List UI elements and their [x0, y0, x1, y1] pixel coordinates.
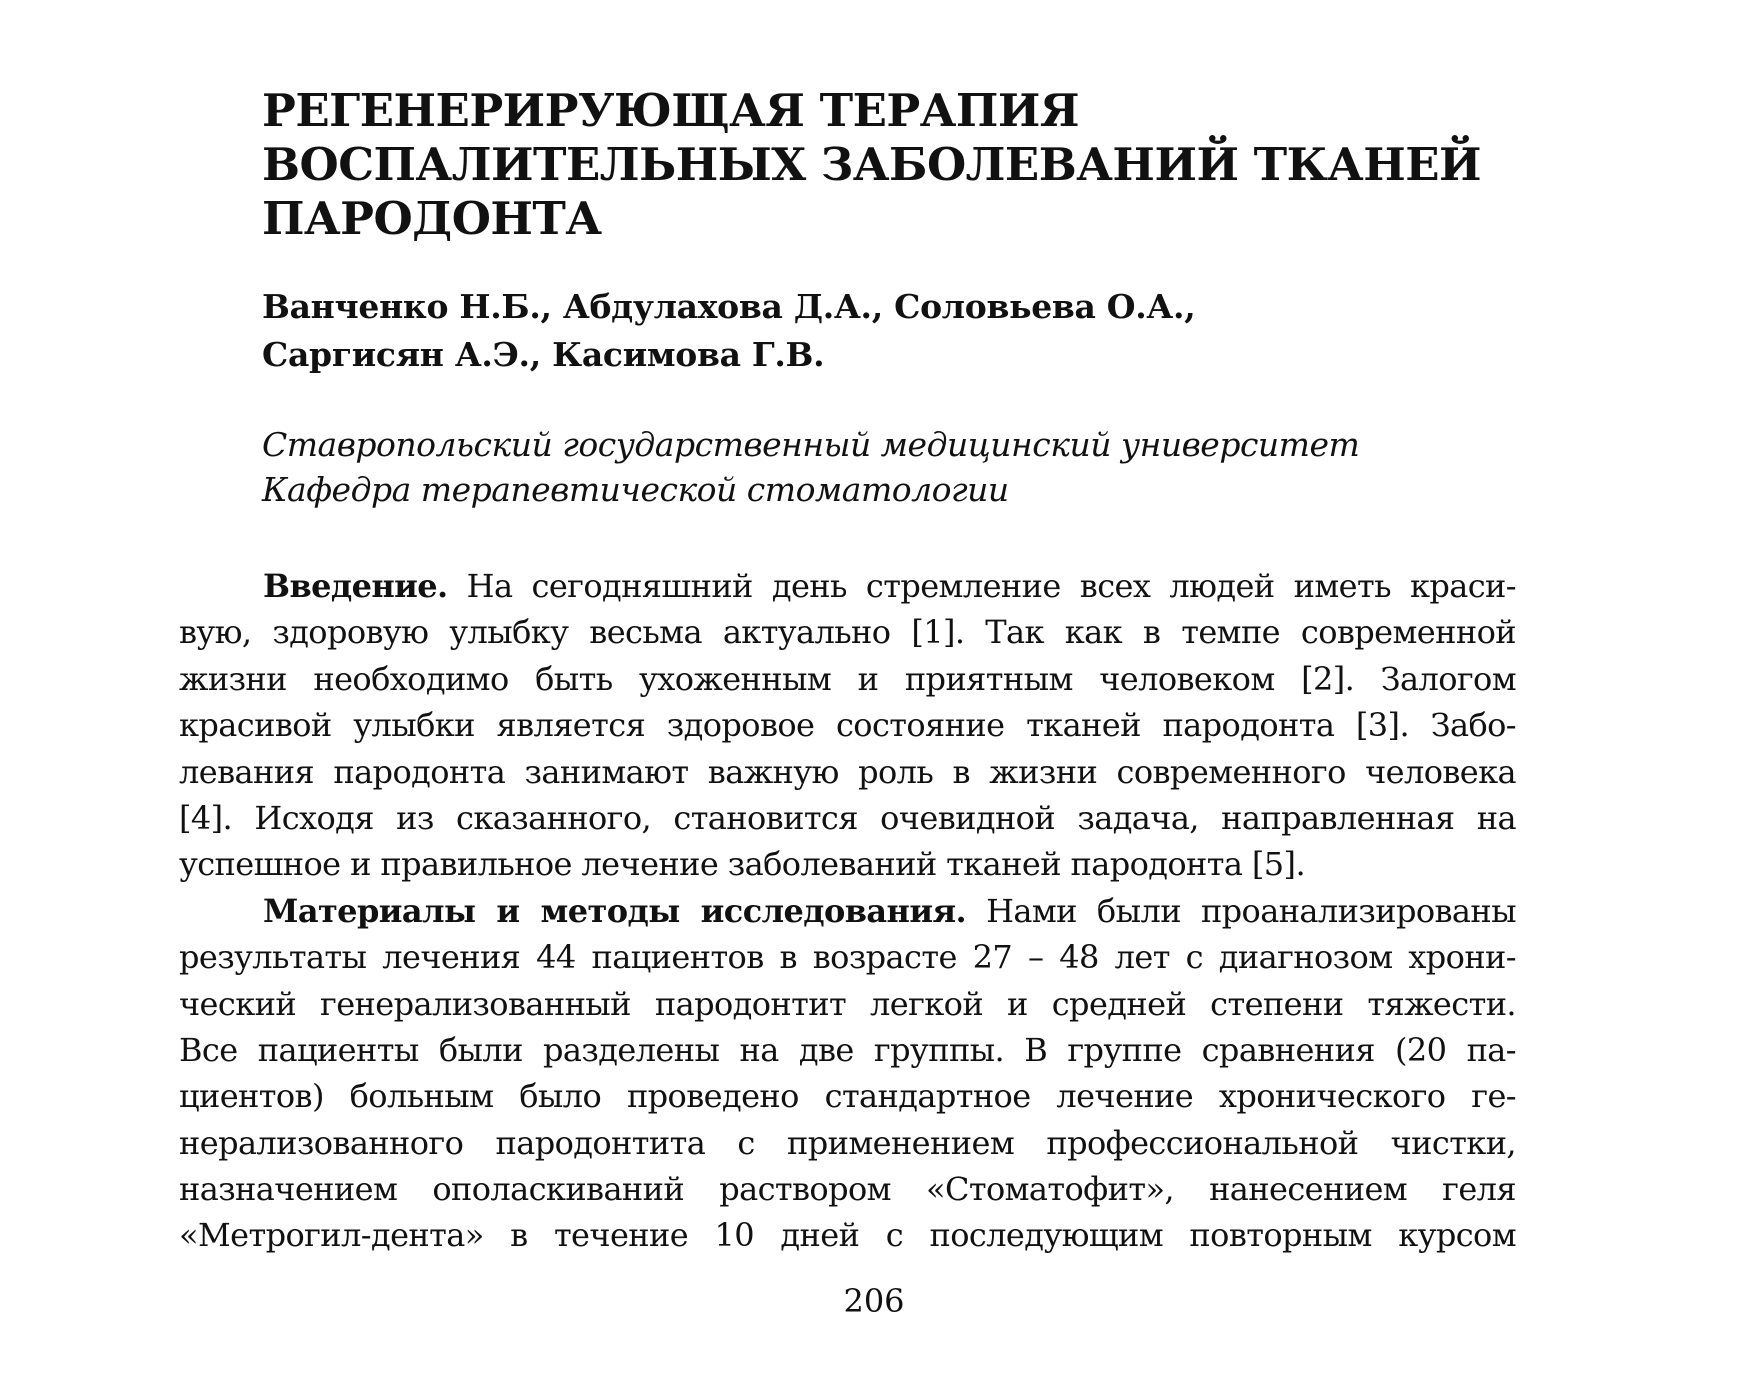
title-line: РЕГЕНЕРИРУЮЩАЯ ТЕРАПИЯ — [262, 84, 1080, 137]
body-text — [179, 563, 1516, 1259]
intro-line-text: На сегодняшний день стремление всех людей иметь краси- — [447, 567, 1516, 605]
title-line: ВОСПАЛИТЕЛЬНЫХ ЗАБОЛЕВАНИЙ ТКАНЕЙ — [262, 138, 1482, 191]
affiliation-line: Ставропольский государственный медицинский университет — [262, 425, 1360, 464]
paragraph-line: циентов) больным было проведено стандартное лечение хронического ге- — [179, 1077, 1516, 1116]
title-line: ПАРОДОНТА — [262, 192, 602, 245]
paragraph-line: успешное и правильное лечение заболеваний тканей пародонта [5]. — [179, 845, 1306, 884]
paragraph-line: «Метрогил-дента» в течение 10 дней с последующим повторным курсом — [179, 1216, 1516, 1255]
paragraph-line: нерализованного пародонтита с применением профессиональной чистки, — [179, 1123, 1516, 1162]
article-title — [262, 84, 1562, 246]
authors — [262, 283, 1562, 379]
paragraph-line: [4]. Исходя из сказанного, становится очевидной задача, направленная на — [179, 798, 1516, 837]
paragraph-line: назначением ополаскиваний раствором «Стоматофит», нанесением геля — [179, 1170, 1516, 1209]
paragraph-line: ческий генерализованный пародонтит легкой и средней степени тяжести. — [179, 984, 1516, 1023]
intro-heading: Введение. — [263, 567, 448, 605]
paragraph-line: вую, здоровую улыбку весьма актуально [1]. Так как в темпе современной — [179, 613, 1516, 652]
paragraph-line: результаты лечения 44 пациентов в возрасте 27 – 48 лет с диагнозом хрони- — [179, 938, 1516, 977]
methods-heading: Материалы и методы исследования. — [263, 891, 967, 930]
paragraph-line — [179, 563, 1516, 609]
methods-line-text: Нами были проанализированы — [966, 891, 1516, 930]
paragraph-line: красивой улыбки является здоровое состояние тканей пародонта [3]. Забо- — [179, 706, 1516, 745]
page-number: 206 — [843, 1282, 905, 1320]
affiliation-line: Кафедра терапевтической стоматологии — [262, 470, 1009, 509]
paragraph-line: Все пациенты были разделены на две группы. В группе сравнения (20 па- — [179, 1030, 1516, 1069]
affiliation — [262, 422, 1562, 512]
authors-line: Саргисян А.Э., Касимова Г.В. — [262, 335, 825, 374]
authors-line: Ванченко Н.Б., Абдулахова Д.А., Соловьева О.А., — [262, 287, 1196, 326]
paragraph-line — [179, 888, 1516, 934]
paragraph-line: левания пародонта занимают важную роль в жизни современного человека — [179, 752, 1516, 791]
paragraph-line: жизни необходимо быть ухоженным и приятным человеком [2]. Залогом — [179, 659, 1516, 698]
